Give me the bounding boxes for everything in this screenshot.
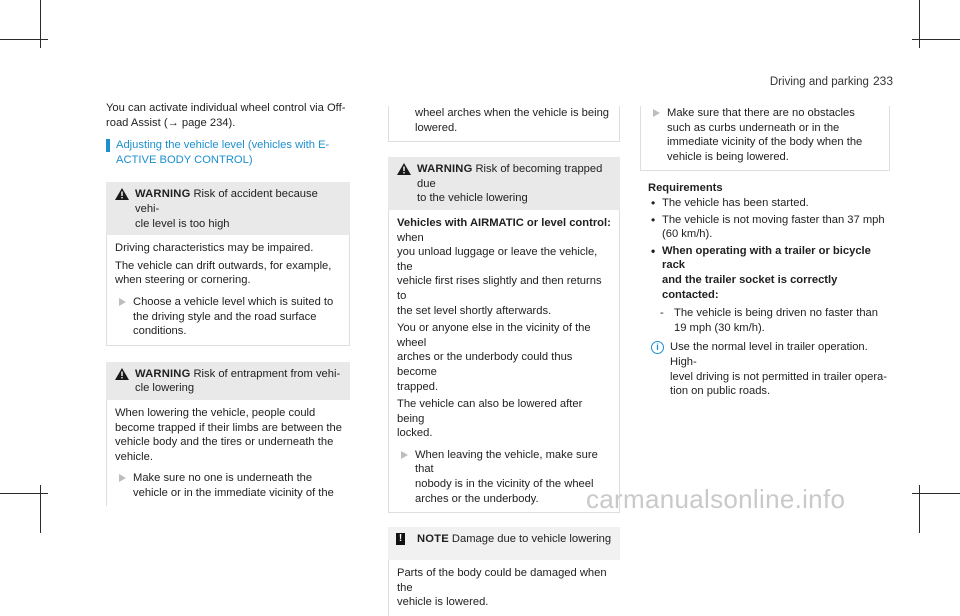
section-heading: Adjusting the vehicle level (vehicles with E- ACTIVE BODY CONTROL) xyxy=(106,138,350,167)
warning-triangle-icon xyxy=(397,163,411,175)
info-icon: i xyxy=(651,341,664,354)
note-label: NOTE xyxy=(417,533,449,546)
requirement-item: • The vehicle has been started. xyxy=(648,196,890,211)
intro-text: You can activate individual wheel control via Off- road Assist (→ page 234). xyxy=(106,102,346,129)
requirement-item: • The vehicle is not moving faster than 37 mph (60 km/h). xyxy=(648,213,890,242)
note-body: Parts of the body could be damaged when the vehicle is lowered. xyxy=(388,560,620,616)
requirement-item: • When operating with a trailer or bicycle rack and the trailer socket is correctly contacted: xyxy=(648,244,890,302)
crop-mark xyxy=(40,485,41,533)
warning-body: Vehicles with AIRMATIC or level control: when you unload luggage or leave the vehicle, the vehicle first rises slightly and then returns to the set level shortly afterwards. You or anyone else in the vicinity of the wheel arches or the underbody could thus become trapped. The vehicle can also be lowered after being locked. When leaving the vehicle, make sure that nobody is in the vicinity of the wheel arches or the underbody. xyxy=(388,210,620,513)
note-header: ! NOTE Damage due to vehicle lowering xyxy=(388,527,620,560)
warning-label: WARNING xyxy=(417,163,473,176)
column-3 xyxy=(640,106,890,399)
warning-label: WARNING xyxy=(135,188,191,201)
warning-continued xyxy=(640,106,890,171)
requirements-section xyxy=(640,181,890,398)
instruction-step: Choose a vehicle level which is suited to the driving style and the road surface conditions. xyxy=(115,295,341,339)
note-box-damage xyxy=(388,527,620,616)
warning-header: WARNING Risk of becoming trapped due to the vehicle lowering xyxy=(388,157,620,210)
warning-triangle-icon xyxy=(115,368,129,380)
requirements-title: Requirements xyxy=(648,182,723,195)
step-arrow-icon xyxy=(119,298,126,306)
crop-mark xyxy=(919,0,920,48)
warning-body: When lowering the vehicle, people could become trapped if their limbs are between the vehicle body and the tires or underneath the vehicle. Make sure no one is underneath the vehicle or in the immediate vicinity of the xyxy=(106,400,350,507)
warning-header: WARNING Risk of entrapment from vehi- cle lowering xyxy=(106,362,350,400)
column-1 xyxy=(106,101,350,506)
step-arrow-icon xyxy=(653,109,660,117)
info-note: i Use the normal level in trailer operation. High- level driving is not permitted in trailer opera- tion on public roads. xyxy=(648,340,890,398)
exclamation-icon: ! xyxy=(396,533,405,545)
page-number: 233 xyxy=(872,74,893,88)
warning-box-accident xyxy=(106,182,350,345)
section-title: Driving and parking xyxy=(769,76,869,88)
warning-continued: wheel arches when the vehicle is being lowered. xyxy=(388,106,620,142)
warning-box-trapped xyxy=(388,157,620,513)
column-2 xyxy=(388,106,620,616)
instruction-step: Make sure no one is underneath the vehicle or in the immediate vicinity of the xyxy=(115,471,342,500)
warning-label: WARNING xyxy=(135,367,191,380)
crop-mark xyxy=(919,485,920,533)
warning-header: WARNING Risk of accident because vehi- cle level is too high xyxy=(106,182,350,235)
warning-triangle-icon xyxy=(115,188,129,200)
watermark: carmanualsonline.info xyxy=(586,484,846,514)
instruction-step: Make sure that there are no obstacles such as curbs underneath or in the immediate vicinity of the body when the vehicle is being lowered. xyxy=(649,106,881,164)
page-header xyxy=(770,74,893,90)
step-arrow-icon xyxy=(119,474,126,482)
instruction-step: When leaving the vehicle, make sure that nobody is in the vicinity of the wheel arches or the underbody. xyxy=(397,448,611,506)
requirement-subitem: - The vehicle is being driven no faster than 19 mph (30 km/h). xyxy=(648,306,890,335)
warning-body: Driving characteristics may be impaired. The vehicle can drift outwards, for example, when steering or cornering. Choose a vehicle level which is suited to the driving style and the road surface conditions. xyxy=(106,235,350,346)
crop-mark xyxy=(40,0,41,48)
step-arrow-icon xyxy=(401,451,408,459)
warning-box-entrapment xyxy=(106,362,350,507)
